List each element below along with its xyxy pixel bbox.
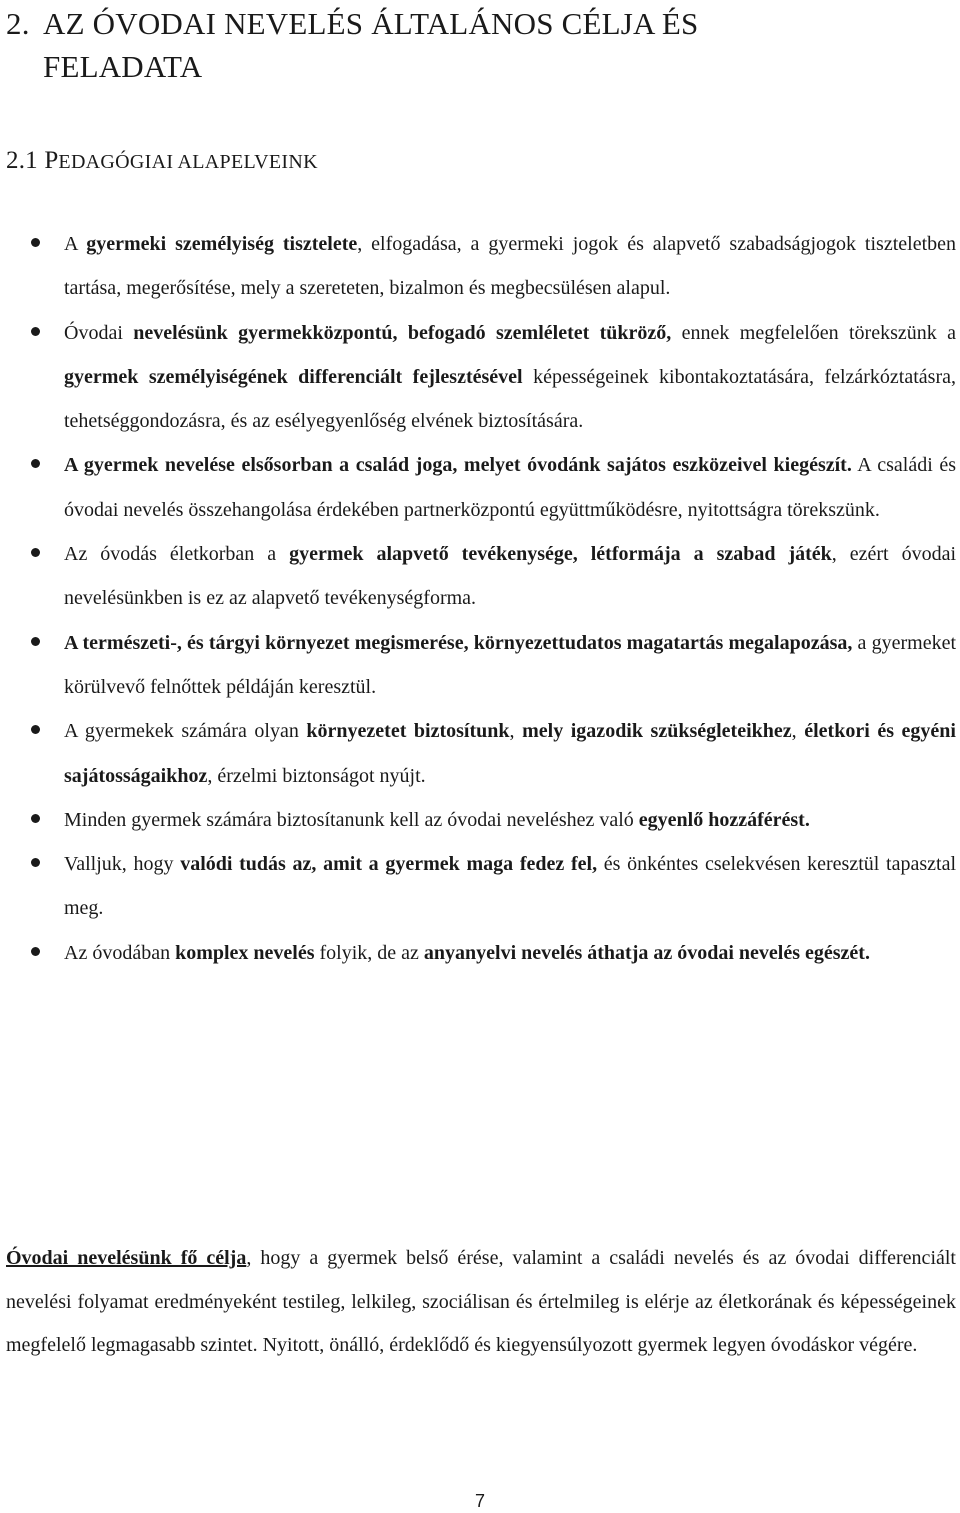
principle-item — [0, 709, 956, 798]
bullet-icon — [31, 459, 40, 468]
bullet-icon — [31, 327, 40, 336]
bold-text: komplex nevelés — [175, 941, 315, 964]
principle-item — [0, 931, 956, 975]
bold-text: egyenlő hozzáférést. — [638, 808, 810, 831]
text: a gyermeket körülvevő felnőttek példáján keresztül. — [64, 631, 957, 698]
page-number: 7 — [474, 1491, 485, 1511]
text: , — [509, 720, 523, 743]
goal-label: Óvodai nevelésünk fő célja — [6, 1247, 247, 1269]
chapter-number: 2. — [6, 6, 30, 41]
section-title — [6, 144, 318, 179]
principle-item — [0, 621, 956, 710]
text: Valljuk, hogy — [64, 853, 181, 876]
bold-text: gyermek személyiségének differenciált fejlesztésével — [64, 365, 523, 388]
text: képességeinek kibontakoztatására, felzárkóztatásra, tehetséggondozásra, és az esélyegyenlőség elvének biztosítására. — [64, 365, 956, 433]
principle-item — [0, 842, 956, 931]
bullet-icon — [31, 637, 40, 646]
text: ennek megfelelően törekszünk a — [671, 321, 956, 344]
bold-text: nevelésünk gyermekközpontú, befogadó szemléletet tükröző, — [133, 321, 672, 344]
text: A — [64, 233, 87, 255]
principle-item — [0, 222, 956, 311]
principle-item — [0, 798, 956, 842]
bullet-icon — [31, 238, 40, 247]
text: Az óvodában — [64, 941, 176, 964]
text: , ezért óvodai nevelésünkben is ez az alapvető tevékenységforma. — [64, 543, 957, 610]
chapter-title — [6, 2, 906, 88]
bold-text: mely igazodik szükségleteikhez — [522, 720, 792, 743]
bold-text: gyermek alapvető tevékenysége, létformája a szabad játék — [289, 543, 832, 566]
section-title-initial: P — [44, 147, 59, 174]
chapter-title-line1: AZ ÓVODAI NEVELÉS ÁLTALÁNOS CÉLJA ÉS — [43, 6, 699, 41]
text: Minden gyermek számára biztosítanunk kell az óvodai neveléshez való — [64, 808, 639, 831]
text: , érzelmi biztonságot nyújt. — [207, 764, 426, 787]
principle-item — [0, 532, 956, 621]
text: folyik, de az — [314, 941, 424, 964]
text: A gyermekek számára olyan — [64, 720, 307, 743]
bold-text: környezetet biztosítunk — [306, 720, 510, 743]
text: A családi és óvodai nevelés összehangolása érdekében partnerközpontú együttműködésre, nyitottságra törekszünk. — [64, 454, 956, 521]
bullet-icon — [31, 858, 40, 867]
section-number: 2.1 — [6, 147, 38, 174]
chapter-title-line2: FELADATA — [43, 49, 203, 84]
bold-text: valódi tudás az, amit a gyermek maga fedez fel, — [180, 853, 598, 876]
bold-text: A természeti-, és tárgyi környezet megismerése, környezettudatos magatartás megalapozása, — [64, 631, 853, 654]
bullet-icon — [31, 725, 40, 734]
bold-text: gyermeki személyiség tisztelete — [86, 233, 358, 255]
principles-list — [0, 222, 956, 975]
bold-text: életkori és egyéni sajátosságaikhoz — [64, 720, 956, 787]
goal-paragraph — [6, 1237, 956, 1368]
section-title-rest: EDAGÓGIAI ALAPELVEINK — [58, 151, 318, 173]
text: és önkéntes cselekvésen keresztül tapasztal meg. — [64, 853, 956, 920]
goal-text: , hogy a gyermek belső érése, valamint a családi nevelés és az óvodai differenciált nevelési folyamat eredményeként testileg, lelkileg, szociálisan és értelmileg is elérje az életkorának és képességeinek megfelelő legmagasabb szintet. Nyitott, önálló, érdeklődő és kiegyensúlyozott gyermek legyen óvodáskor végére. — [6, 1247, 956, 1356]
bullet-icon — [31, 947, 40, 956]
text: , elfogadása, a gyermeki jogok és alapvető szabadságjogok tiszteletben tartása, megerősítése, mely a szereteten, bizalmon és megbecsülésen alapul. — [64, 233, 957, 300]
bullet-icon — [31, 814, 40, 823]
principle-item — [0, 443, 956, 532]
principle-item — [0, 311, 956, 444]
bullet-icon — [31, 548, 40, 557]
bold-text: A gyermek nevelése elsősorban a család joga, melyet óvodánk sajátos eszközeivel kiegészít. — [64, 454, 852, 477]
text: Óvodai — [64, 321, 134, 344]
text: , — [791, 720, 805, 743]
text: Az óvodás életkorban a — [64, 543, 290, 566]
bold-text: anyanyelvi nevelés áthatja az óvodai nevelés egészét. — [423, 941, 870, 964]
